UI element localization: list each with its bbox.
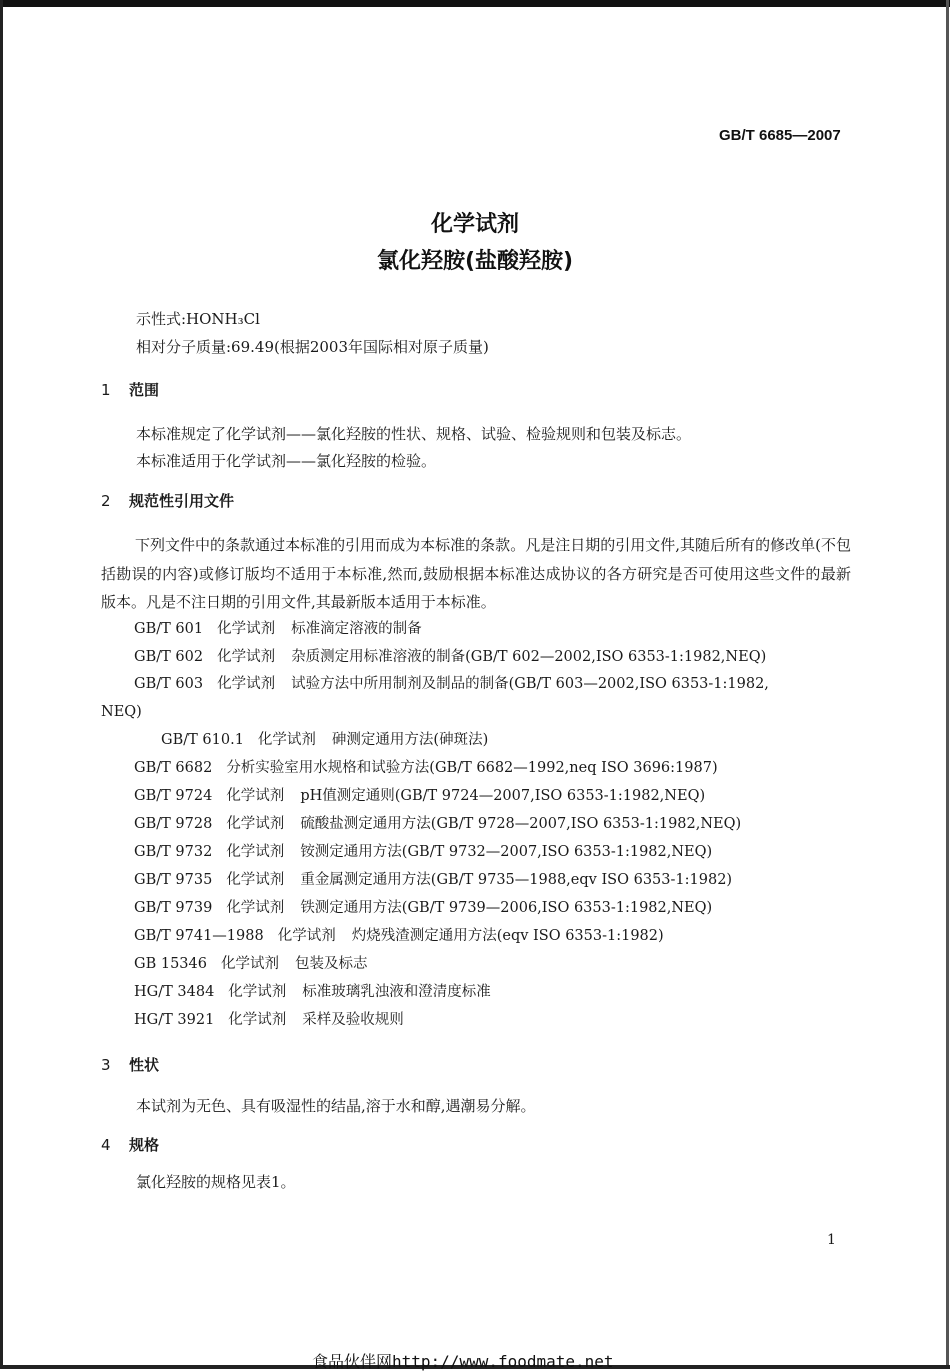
- reference-item: [134, 1010, 404, 1030]
- section-title: 规格: [129, 1136, 160, 1154]
- page-number: 1: [827, 1232, 836, 1248]
- section-4-heading: [101, 1134, 159, 1155]
- reference-title: 采样及验收规则: [302, 1012, 404, 1028]
- reference-code: GB/T 9732: [134, 844, 213, 860]
- reference-title: 砷测定通用方法(砷斑法): [331, 732, 489, 748]
- section-3-heading: [101, 1054, 159, 1075]
- reference-title: 标准滴定溶液的制备: [291, 621, 422, 637]
- refs-intro-paragraph: 下列文件中的条款通过本标准的引用而成为本标准的条款。凡是注日期的引用文件,其随后所有的修改单(不包括勘误的内容)或修订版均不适用于本标准,然而,鼓励根据本标准达成协议的各方研究是否可使用这些文件的最新版本。凡是不注日期的引用文件,其最新版本适用于本标准。: [101, 536, 851, 611]
- properties-text: 本试剂为无色、具有吸湿性的结晶,溶于水和醇,遇潮易分解。: [136, 1097, 536, 1115]
- reference-category: 化学试剂: [217, 676, 276, 692]
- section-number: 2: [101, 492, 111, 510]
- reference-title: 铵测定通用方法(GB/T 9732—2007,ISO 6353-1:1982,NEQ): [300, 844, 713, 860]
- reference-category: 化学试剂: [257, 732, 316, 748]
- section-1-heading: [101, 379, 159, 400]
- reference-item: [134, 954, 367, 974]
- reference-item: [134, 674, 769, 694]
- scan-border-left: [0, 0, 3, 1369]
- reference-category: 化学试剂: [228, 1012, 287, 1028]
- spec-text: 氯化羟胺的规格见表1。: [136, 1173, 296, 1191]
- reference-title: 灼烧残渣测定通用方法(eqv ISO 6353-1:1982): [351, 928, 664, 944]
- reference-title: 试验方法中所用制剂及制品的制备(GB/T 603—2002,ISO 6353-1:1982,: [291, 676, 769, 692]
- section-title: 规范性引用文件: [129, 492, 235, 510]
- reference-category: 化学试剂: [226, 872, 285, 888]
- scan-border-top: [0, 0, 950, 7]
- reference-item: [134, 898, 712, 918]
- reference-item: [134, 758, 718, 778]
- reference-item: [134, 982, 491, 1002]
- reference-category: 化学试剂: [220, 956, 279, 972]
- reference-title: 包装及标志: [294, 956, 368, 972]
- section-number: 4: [101, 1136, 111, 1154]
- reference-category: 化学试剂: [226, 844, 285, 860]
- document-title-line2: 氯化羟胺(盐酸羟胺): [376, 249, 574, 274]
- reference-continuation: NEQ): [101, 704, 142, 720]
- section-title: 范围: [129, 381, 160, 399]
- document-title-line1: 化学试剂: [430, 212, 519, 237]
- reference-code: HG/T 3921: [134, 1012, 215, 1028]
- reference-code: GB/T 603: [134, 676, 204, 692]
- section-number: 1: [101, 381, 111, 399]
- reference-code: GB/T 9741—1988: [134, 928, 264, 944]
- reference-category: 化学试剂: [217, 649, 276, 665]
- reference-category: 化学试剂: [226, 788, 285, 804]
- reference-category: 化学试剂: [228, 984, 287, 1000]
- scope-paragraph-1: 本标准规定了化学试剂——氯化羟胺的性状、规格、试验、检验规则和包装及标志。: [136, 425, 692, 443]
- reference-title: 铁测定通用方法(GB/T 9739—2006,ISO 6353-1:1982,NEQ): [300, 900, 713, 916]
- reference-code: GB/T 9724: [134, 788, 213, 804]
- reference-item: [134, 842, 712, 862]
- reference-item: [134, 870, 732, 890]
- molar-mass: 相对分子质量:69.49(根据2003年国际相对原子质量): [136, 338, 489, 356]
- reference-code: GB/T 9739: [134, 900, 213, 916]
- reference-category: 化学试剂: [217, 621, 276, 637]
- standard-code: GB/T 6685—2007: [719, 127, 841, 144]
- scope-paragraph-2: 本标准适用于化学试剂——氯化羟胺的检验。: [136, 452, 437, 470]
- reference-code: GB/T 9735: [134, 872, 213, 888]
- reference-title: 分析实验室用水规格和试验方法(GB/T 6682—1992,neq ISO 3696:1987): [226, 760, 718, 776]
- reference-code: GB/T 601: [134, 621, 204, 637]
- reference-category: 化学试剂: [277, 928, 336, 944]
- reference-code: GB 15346: [134, 956, 207, 972]
- section-title: 性状: [129, 1056, 160, 1074]
- reference-code: GB/T 602: [134, 649, 204, 665]
- reference-category: 化学试剂: [226, 900, 285, 916]
- reference-item: [134, 619, 422, 639]
- reference-item: [134, 926, 664, 946]
- reference-code: GB/T 610.1: [161, 732, 244, 748]
- formula: 示性式:HONH₃Cl: [136, 310, 260, 328]
- reference-code: GB/T 9728: [134, 816, 213, 832]
- reference-title: 杂质测定用标准溶液的制备(GB/T 602—2002,ISO 6353-1:1982,NEQ): [291, 649, 767, 665]
- footer-watermark: 食品伙伴网http://www.foodmate.net: [312, 1352, 614, 1371]
- scan-border-right: [946, 0, 949, 1369]
- section-2-heading: [101, 490, 234, 511]
- reference-category: 化学试剂: [226, 816, 285, 832]
- reference-title: 标准玻璃乳浊液和澄清度标准: [302, 984, 491, 1000]
- reference-item: [161, 730, 488, 750]
- reference-code: GB/T 6682: [134, 760, 213, 776]
- reference-title: 重金属测定通用方法(GB/T 9735—1988,eqv ISO 6353-1:1982): [300, 872, 733, 888]
- reference-item: [134, 786, 705, 806]
- reference-code: HG/T 3484: [134, 984, 215, 1000]
- reference-item: [134, 647, 766, 667]
- reference-title: 硫酸盐测定通用方法(GB/T 9728—2007,ISO 6353-1:1982,NEQ): [300, 816, 742, 832]
- reference-title: pH值测定通则(GB/T 9724—2007,ISO 6353-1:1982,NEQ): [300, 788, 706, 804]
- section-number: 3: [101, 1056, 111, 1074]
- reference-item: [134, 814, 741, 834]
